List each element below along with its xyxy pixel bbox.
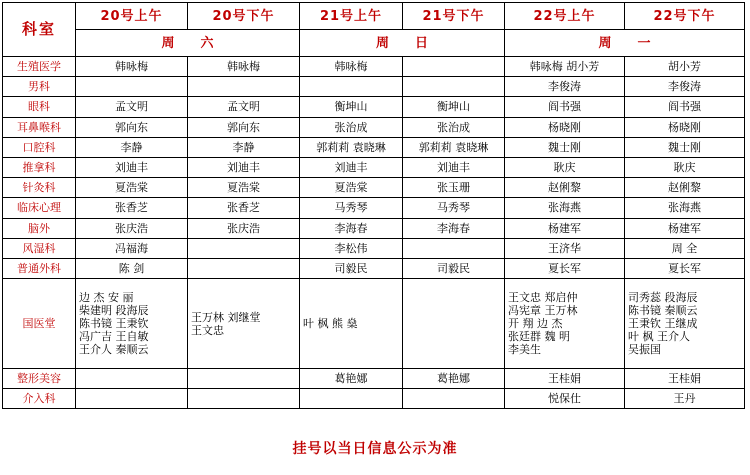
- doctor-cell: [403, 238, 505, 258]
- doctor-cell: 刘迪丰: [76, 157, 188, 177]
- doctor-cell: 杨晓刚: [505, 117, 625, 137]
- weekday-label: 周一: [598, 35, 677, 51]
- doctor-cell: 王桂娟: [505, 369, 625, 389]
- doctor-line: 边 杰 安 丽: [79, 291, 134, 305]
- doctor-cell: 王济华: [505, 238, 625, 258]
- doctor-cell: 阎书强: [625, 97, 745, 117]
- doctor-cell: 马秀琴: [300, 198, 403, 218]
- department-name: 推拿科: [3, 157, 76, 177]
- doctor-cell: [403, 77, 505, 97]
- doctor-cell: 李海春: [300, 218, 403, 238]
- doctor-cell-multi: [505, 279, 625, 369]
- doctor-line: 叶 枫 熊 燊: [303, 317, 358, 331]
- doctor-line: 王文忠: [191, 323, 224, 337]
- slot-header: 22号上午: [505, 3, 625, 30]
- slot-header: 22号下午: [625, 3, 745, 30]
- doctor-cell-multi: [188, 279, 300, 369]
- doctor-cell: 韩咏梅: [76, 57, 188, 77]
- doctor-cell: 司毅民: [403, 258, 505, 278]
- department-row: [3, 97, 745, 117]
- doctor-cell: 刘迪丰: [300, 157, 403, 177]
- slot-header: 20号下午: [188, 3, 300, 30]
- doctor-cell: 孟文明: [188, 97, 300, 117]
- doctor-cell: 张庆浩: [188, 218, 300, 238]
- doctor-cell: 周 全: [625, 238, 745, 258]
- notice-text: 挂号以当日信息公示为准: [292, 441, 458, 457]
- doctor-cell: 夏浩棠: [76, 178, 188, 198]
- weekday-row: [3, 30, 745, 57]
- doctor-cell: 韩咏梅: [300, 57, 403, 77]
- slot-header: 20号上午: [76, 3, 188, 30]
- weekday-label: 周六: [161, 35, 240, 51]
- doctor-cell-multi: [76, 279, 188, 369]
- doctor-cell: 魏士刚: [505, 137, 625, 157]
- department-row: [3, 198, 745, 218]
- doctor-cell: 张海燕: [625, 198, 745, 218]
- doctor-cell: 赵俐黎: [505, 178, 625, 198]
- doctor-cell: [188, 77, 300, 97]
- department-name: 风湿科: [3, 238, 76, 258]
- doctor-line: 王万林 刘继堂: [191, 310, 261, 324]
- department-row: [3, 137, 745, 157]
- weekday-label: 周日: [375, 35, 454, 51]
- doctor-cell: 葛艳娜: [403, 369, 505, 389]
- doctor-cell: [188, 389, 300, 409]
- doctor-cell: 韩咏梅: [188, 57, 300, 77]
- doctor-line: 陈书镜 王秉钦: [79, 317, 149, 331]
- department-row: [3, 178, 745, 198]
- doctor-cell: 夏长军: [625, 258, 745, 278]
- department-name: 临床心理: [3, 198, 76, 218]
- doctor-cell: [188, 258, 300, 278]
- doctor-cell: 陈 剑: [76, 258, 188, 278]
- doctor-cell-multi: [403, 279, 505, 369]
- doctor-cell: [188, 238, 300, 258]
- header-row: [3, 3, 745, 30]
- doctor-cell: 夏浩棠: [188, 178, 300, 198]
- doctor-cell: 韩咏梅 胡小芳: [505, 57, 625, 77]
- department-row: [3, 258, 745, 278]
- doctor-line: 开 翔 边 杰: [508, 317, 563, 331]
- department-row: [3, 238, 745, 258]
- doctor-cell: 杨建军: [505, 218, 625, 238]
- doctor-cell: 王桂娟: [625, 369, 745, 389]
- slot-header: 21号下午: [403, 3, 505, 30]
- doctor-cell: 张香芝: [188, 198, 300, 218]
- department-name: 脑外: [3, 218, 76, 238]
- doctor-line: 陈书镜 秦顺云: [628, 304, 698, 318]
- department-name: 国医堂: [3, 279, 76, 369]
- doctor-cell-multi: [625, 279, 745, 369]
- doctor-cell: 李静: [188, 137, 300, 157]
- doctor-line: 王秉钦 王继成: [628, 317, 698, 331]
- doctor-line: 柴建明 段海辰: [79, 304, 149, 318]
- doctor-cell: 杨晓刚: [625, 117, 745, 137]
- doctor-cell: 葛艳娜: [300, 369, 403, 389]
- doctor-cell: 张治成: [300, 117, 403, 137]
- department-name: 口腔科: [3, 137, 76, 157]
- doctor-line: 冯宪章 王万林: [508, 304, 578, 318]
- doctor-cell: 衡坤山: [300, 97, 403, 117]
- doctor-schedule-table: [2, 2, 745, 409]
- doctor-cell: 张庆浩: [76, 218, 188, 238]
- doctor-line: 张廷群 魏 明: [508, 330, 570, 344]
- doctor-cell: [76, 389, 188, 409]
- corner-header: 科室: [3, 3, 76, 57]
- doctor-line: 司秀蕊 段海辰: [628, 291, 698, 305]
- department-row: [3, 389, 745, 409]
- department-name: 普通外科: [3, 258, 76, 278]
- doctor-cell: [188, 369, 300, 389]
- doctor-cell: 马秀琴: [403, 198, 505, 218]
- doctor-cell: 李俊涛: [505, 77, 625, 97]
- doctor-cell: 郭莉莉 袁晓琳: [300, 137, 403, 157]
- doctor-cell: 耿庆: [625, 157, 745, 177]
- doctor-cell: 耿庆: [505, 157, 625, 177]
- department-row: [3, 57, 745, 77]
- department-name: 男科: [3, 77, 76, 97]
- department-row-guoyitang: [3, 279, 745, 369]
- doctor-cell: 李松伟: [300, 238, 403, 258]
- doctor-cell: [300, 77, 403, 97]
- doctor-line: 王文忠 郑启仲: [508, 291, 578, 305]
- doctor-cell: 刘迪丰: [403, 157, 505, 177]
- doctor-cell: 李海春: [403, 218, 505, 238]
- department-name: 眼科: [3, 97, 76, 117]
- department-name: 针灸科: [3, 178, 76, 198]
- doctor-cell: 衡坤山: [403, 97, 505, 117]
- department-row: [3, 218, 745, 238]
- weekday-monday: [505, 30, 745, 57]
- doctor-cell: 郭向东: [188, 117, 300, 137]
- department-row: [3, 117, 745, 137]
- weekday-saturday: [76, 30, 300, 57]
- doctor-cell: 李俊涛: [625, 77, 745, 97]
- doctor-cell: 郭向东: [76, 117, 188, 137]
- doctor-cell: 李静: [76, 137, 188, 157]
- doctor-line: 冯广吉 王自敏: [79, 330, 149, 344]
- doctor-line: 叶 枫 王介人: [628, 330, 690, 344]
- doctor-cell: 张香芝: [76, 198, 188, 218]
- weekday-sunday: [300, 30, 505, 57]
- doctor-cell: [403, 389, 505, 409]
- slot-header: 21号上午: [300, 3, 403, 30]
- doctor-cell: 张玉珊: [403, 178, 505, 198]
- doctor-line: 李美生: [508, 343, 541, 357]
- doctor-cell: 魏士刚: [625, 137, 745, 157]
- department-name: 介入科: [3, 389, 76, 409]
- doctor-cell: 张海燕: [505, 198, 625, 218]
- doctor-line: 王介人 秦顺云: [79, 343, 149, 357]
- doctor-cell: 司毅民: [300, 258, 403, 278]
- department-name: 耳鼻喉科: [3, 117, 76, 137]
- doctor-cell: 张治成: [403, 117, 505, 137]
- doctor-cell-multi: [300, 279, 403, 369]
- doctor-cell: 悦保仕: [505, 389, 625, 409]
- department-name: 整形美容: [3, 369, 76, 389]
- doctor-cell: 刘迪丰: [188, 157, 300, 177]
- doctor-cell: [300, 389, 403, 409]
- doctor-cell: 夏浩棠: [300, 178, 403, 198]
- doctor-line: 吴振国: [628, 343, 661, 357]
- doctor-cell: [76, 77, 188, 97]
- doctor-cell: 赵俐黎: [625, 178, 745, 198]
- doctor-cell: 郭莉莉 袁晓琳: [403, 137, 505, 157]
- doctor-cell: 阎书强: [505, 97, 625, 117]
- doctor-cell: [403, 57, 505, 77]
- doctor-cell: 胡小芳: [625, 57, 745, 77]
- department-row: [3, 157, 745, 177]
- department-row: [3, 77, 745, 97]
- doctor-cell: 冯福海: [76, 238, 188, 258]
- department-row: [3, 369, 745, 389]
- doctor-cell: 杨建军: [625, 218, 745, 238]
- doctor-cell: 夏长军: [505, 258, 625, 278]
- doctor-cell: 王丹: [625, 389, 745, 409]
- doctor-cell: [76, 369, 188, 389]
- doctor-cell: 孟文明: [76, 97, 188, 117]
- department-name: 生殖医学: [3, 57, 76, 77]
